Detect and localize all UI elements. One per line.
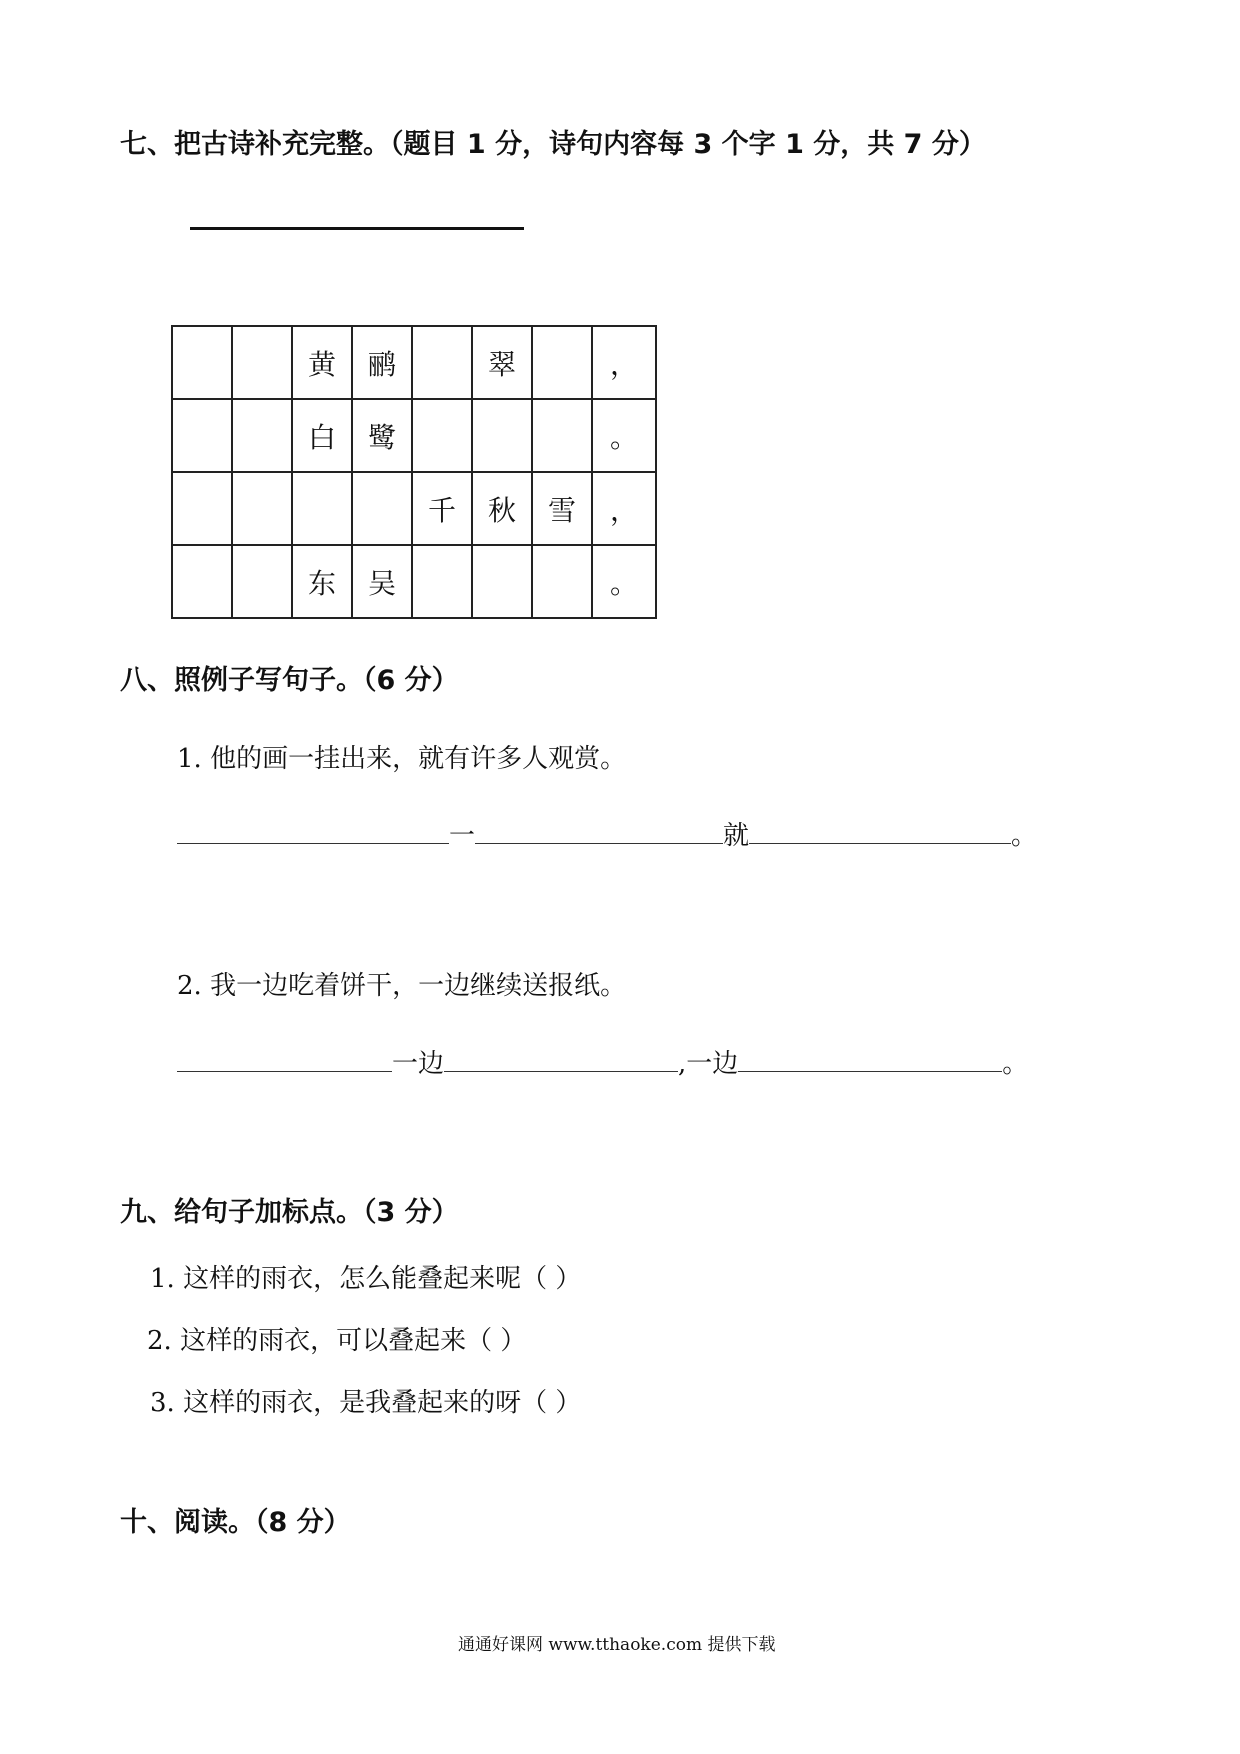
fill-sentence-2[interactable] xyxy=(177,1043,1028,1080)
example-sentence-1: 1. 他的画一挂出来，就有许多人观赏。 xyxy=(177,744,627,774)
poem-blank-cell[interactable] xyxy=(532,326,592,399)
punctuation-item-3[interactable]: 3. 这样的雨衣，是我叠起来的呀（ ） xyxy=(150,1388,582,1418)
section9-heading: 九、给句子加标点。（3 分） xyxy=(120,1197,459,1228)
punctuation-item-1[interactable]: 1. 这样的雨衣，怎么能叠起来呢（ ） xyxy=(150,1264,582,1294)
poem-cell: 。 xyxy=(592,545,656,618)
punctuation-item-2[interactable]: 2. 这样的雨衣，可以叠起来（ ） xyxy=(147,1326,527,1356)
poem-blank-cell[interactable] xyxy=(412,545,472,618)
example-sentence-2: 2. 我一边吃着饼干，一边继续送报纸。 xyxy=(177,971,627,1001)
poem-grid xyxy=(171,325,657,619)
poem-row xyxy=(172,545,656,618)
fill-punct: 。 xyxy=(1011,821,1038,851)
poem-blank-cell[interactable] xyxy=(232,399,292,472)
poem-cell: 雪 xyxy=(532,472,592,545)
fill-word: 一 xyxy=(449,821,476,851)
poem-blank-cell[interactable] xyxy=(172,472,232,545)
fill-word: 就 xyxy=(723,821,750,851)
poem-blank-cell[interactable] xyxy=(532,545,592,618)
poem-cell: 千 xyxy=(412,472,472,545)
fill-word: 一边 xyxy=(392,1049,445,1079)
poem-cell: 鹂 xyxy=(352,326,412,399)
poem-title-blank[interactable] xyxy=(190,227,524,230)
blank[interactable] xyxy=(444,1043,678,1072)
poem-blank-cell[interactable] xyxy=(172,545,232,618)
fill-sentence-1[interactable] xyxy=(177,815,1037,852)
poem-row xyxy=(172,399,656,472)
poem-blank-cell[interactable] xyxy=(232,472,292,545)
blank[interactable] xyxy=(738,1043,1002,1072)
poem-cell: 白 xyxy=(292,399,352,472)
poem-cell: ， xyxy=(592,326,656,399)
section7-heading: 七、把古诗补充完整。（题目 1 分，诗句内容每 3 个字 1 分，共 7 分） xyxy=(120,129,986,160)
poem-row xyxy=(172,326,656,399)
poem-cell: 秋 xyxy=(472,472,532,545)
fill-word: ,一边 xyxy=(678,1049,739,1079)
poem-blank-cell[interactable] xyxy=(352,472,412,545)
poem-blank-cell[interactable] xyxy=(232,326,292,399)
poem-cell: 鹭 xyxy=(352,399,412,472)
poem-blank-cell[interactable] xyxy=(412,326,472,399)
poem-cell: 东 xyxy=(292,545,352,618)
poem-row xyxy=(172,472,656,545)
fill-punct: 。 xyxy=(1002,1049,1029,1079)
section8-heading: 八、照例子写句子。（6 分） xyxy=(120,665,459,696)
poem-blank-cell[interactable] xyxy=(172,399,232,472)
poem-blank-cell[interactable] xyxy=(232,545,292,618)
poem-blank-cell[interactable] xyxy=(532,399,592,472)
blank[interactable] xyxy=(749,815,1011,844)
poem-cell: 翠 xyxy=(472,326,532,399)
poem-blank-cell[interactable] xyxy=(472,545,532,618)
poem-blank-cell[interactable] xyxy=(292,472,352,545)
poem-blank-cell[interactable] xyxy=(412,399,472,472)
blank[interactable] xyxy=(177,1043,392,1072)
poem-cell: 黄 xyxy=(292,326,352,399)
poem-cell: ， xyxy=(592,472,656,545)
footer-credit: 通通好课网 www.tthaoke.com 提供下载 xyxy=(458,1635,776,1655)
blank[interactable] xyxy=(475,815,723,844)
poem-blank-cell[interactable] xyxy=(472,399,532,472)
poem-cell: 吴 xyxy=(352,545,412,618)
section10-heading: 十、阅读。（8 分） xyxy=(120,1507,351,1538)
poem-blank-cell[interactable] xyxy=(172,326,232,399)
blank[interactable] xyxy=(177,815,449,844)
poem-cell: 。 xyxy=(592,399,656,472)
